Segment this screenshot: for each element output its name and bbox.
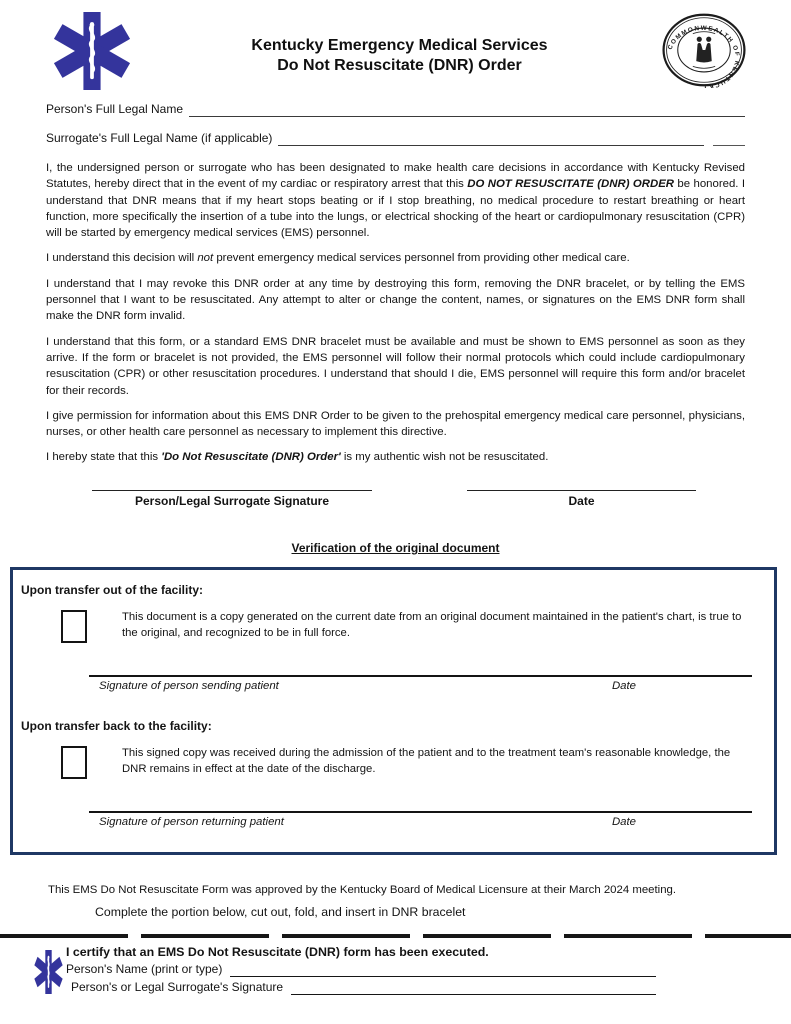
person-name-row bbox=[46, 102, 745, 117]
main-date-label: Date bbox=[568, 493, 595, 508]
surrogate-signature-block bbox=[92, 490, 372, 508]
sending-signature-labels bbox=[99, 680, 636, 692]
not-emphasis: not bbox=[197, 252, 214, 265]
bracelet-name-row bbox=[66, 962, 656, 977]
paragraph-bracelet-required: I understand that this form, or a standard EMS DNR bracelet must be available and must be shown to EMS personnel as soon as they arrive. If the form or bracelet is not provided, the EMS personnel will follow their normal protocols which could include cardiopulmonary resuscitation (CPR) or other resuscitation procedures. I understand that should I die, EMS personnel will require this form and/or bracelet for their records. bbox=[46, 335, 745, 397]
svg-text:COMMONWEALTH OF KENTUCKY: COMMONWEALTH OF KENTUCKY bbox=[666, 24, 741, 88]
bracelet-fields bbox=[66, 943, 656, 999]
star-of-life-small-icon bbox=[34, 950, 63, 999]
page-title bbox=[138, 36, 661, 77]
paragraph-permission: I give permission for information about this EMS DNR Order to be given to the prehospital emergency medical care personnel, physicians, nurses, or other health care personnel as necessary to implement this directive. bbox=[46, 409, 745, 439]
surrogate-name-input[interactable] bbox=[278, 132, 704, 146]
person-name-label: Person's Full Legal Name bbox=[46, 102, 184, 116]
paragraph-declaration: I, the undersigned person or surrogate who has been designated to make health care decisions in accordance with Kentucky Revised Statutes, hereby direct that in the event of my cardiac or respiratory arrest that this DO NOT RESUSCITATE (DNR) ORDER be honored. I understand that DNR means that if my heart stops beating or if I stop breathing, no medical procedure to restart breathing or heart function, more specifically the insertion of a tube into the lungs, or electrical shocking of the heart or cardiopulmonary resuscitation (CPR) will be started by emergency medical services (EMS) personnel. bbox=[46, 162, 746, 240]
cutout-instruction: Complete the portion below, cut out, fold, and insert in DNR bracelet bbox=[95, 904, 466, 919]
surrogate-signature-label: Person/Legal Surrogate Signature bbox=[134, 493, 330, 508]
sending-signature-label: Signature of person sending patient bbox=[99, 679, 279, 692]
dnr-order-emphasis: DO NOT RESUSCITATE (DNR) ORDER bbox=[467, 178, 675, 191]
bracelet-signature-label: Person's or Legal Surrogate's Signature bbox=[71, 979, 284, 994]
verification-box bbox=[10, 567, 777, 855]
bracelet-signature-row bbox=[66, 980, 656, 995]
sending-date-label: Date bbox=[611, 679, 636, 692]
returning-date-label: Date bbox=[611, 815, 636, 828]
transfer-back-row bbox=[61, 746, 748, 779]
verification-heading: Verification of the original document bbox=[291, 540, 500, 555]
transfer-out-checkbox[interactable] bbox=[61, 610, 87, 643]
star-of-life-icon bbox=[50, 12, 138, 95]
kentucky-seal-icon bbox=[661, 12, 749, 93]
cut-here-dashed-line bbox=[0, 934, 791, 938]
certify-statement: I certify that an EMS Do Not Resuscitate (DNR) form has been executed. bbox=[66, 944, 489, 959]
transfer-out-row bbox=[61, 610, 748, 643]
transfer-back-checkbox[interactable] bbox=[61, 746, 87, 779]
returning-signature-labels bbox=[99, 816, 636, 828]
bracelet-insert-section bbox=[34, 943, 791, 999]
paragraph-revoke: I understand that I may revoke this DNR order at any time by destroying this form, removing the DNR bracelet, or by telling the EMS personnel that I want to be resuscitated. Any attempt to alter or change the content, names, or signatures on the EMS DNR form shall make the DNR form invalid. bbox=[46, 277, 745, 323]
dnr-order-quote-emphasis: 'Do Not Resuscitate (DNR) Order' bbox=[161, 451, 341, 464]
surrogate-name-label: Surrogate's Full Legal Name (if applicable) bbox=[46, 131, 273, 145]
transfer-back-text: This signed copy was received during the admission of the patient and to the treatment team's reasonable knowledge, the DNR remains in effect at the date of the discharge. bbox=[122, 746, 731, 775]
surrogate-name-input-extension[interactable] bbox=[713, 132, 745, 146]
title-line-2: Do Not Resuscitate (DNR) Order bbox=[277, 57, 522, 75]
bracelet-name-label: Person's Name (print or type) bbox=[66, 961, 223, 976]
bracelet-signature-input[interactable] bbox=[291, 982, 656, 995]
main-signature-row bbox=[0, 490, 791, 508]
main-date-block bbox=[467, 490, 696, 508]
returning-signature-label: Signature of person returning patient bbox=[99, 815, 284, 828]
paragraph-authentic-wish: I hereby state that this 'Do Not Resuscitate (DNR) Order' is my authentic wish not be resuscitated. bbox=[46, 451, 549, 464]
form-body-text bbox=[46, 160, 745, 466]
returning-signature-line[interactable] bbox=[89, 811, 752, 813]
sending-signature-line[interactable] bbox=[89, 675, 752, 677]
approval-note: This EMS Do Not Resuscitate Form was approved by the Kentucky Board of Medical Licensure at their March 2024 meeting. bbox=[48, 883, 677, 896]
header bbox=[0, 0, 791, 95]
person-name-input[interactable] bbox=[189, 103, 745, 117]
paragraph-no-prevent: I understand this decision will not prevent emergency medical services personnel from providing other medical care. bbox=[46, 252, 630, 265]
transfer-out-title: Upon transfer out of the facility: bbox=[21, 582, 204, 597]
surrogate-name-row bbox=[46, 131, 745, 146]
bracelet-name-input[interactable] bbox=[230, 964, 656, 977]
title-line-1: Kentucky Emergency Medical Services bbox=[251, 37, 548, 54]
transfer-back-title: Upon transfer back to the facility: bbox=[21, 718, 212, 733]
transfer-out-text: This document is a copy generated on the current date from an original document maintained in the patient's chart, is true to the original, and recognized to be in full force. bbox=[122, 610, 742, 639]
